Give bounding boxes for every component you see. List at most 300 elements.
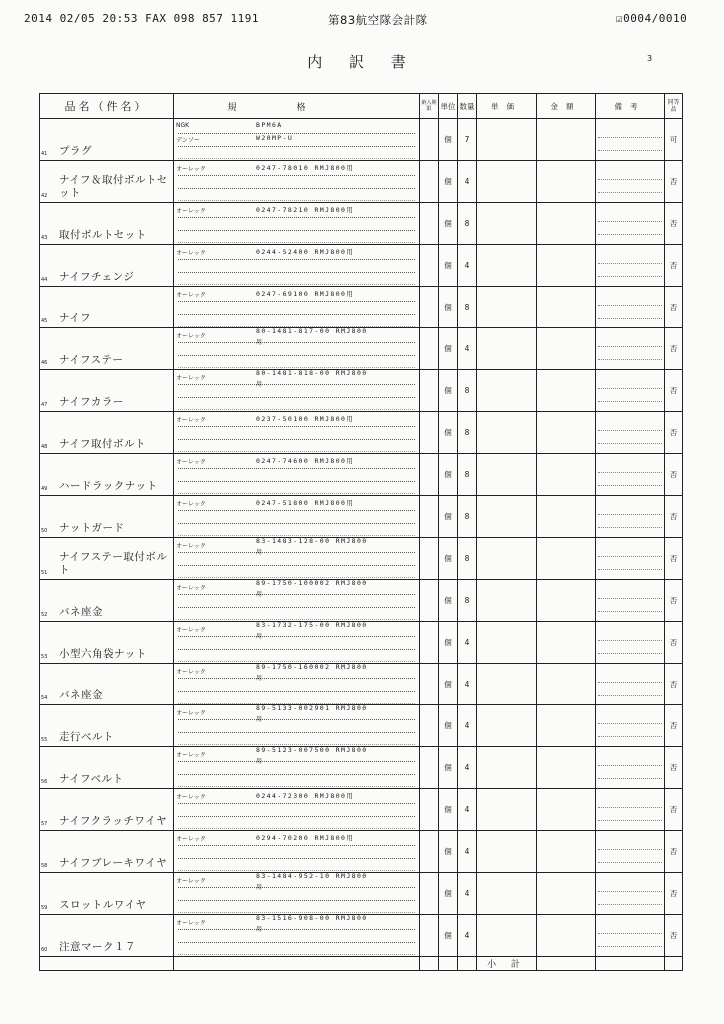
item-name-cell bbox=[40, 621, 174, 663]
item-qty: 7 bbox=[458, 119, 477, 161]
item-equivalent: 否 bbox=[665, 873, 683, 915]
subtotal-label: 小 計 bbox=[477, 956, 537, 970]
item-spec-cell bbox=[174, 747, 420, 789]
item-spec-cell bbox=[174, 579, 420, 621]
item-qty: 8 bbox=[458, 579, 477, 621]
unit-price-cell bbox=[477, 328, 537, 370]
col-header-delivery: 納入期限 bbox=[420, 94, 439, 119]
item-unit: 個 bbox=[439, 663, 458, 705]
table-row bbox=[40, 496, 683, 538]
item-number: 57 bbox=[41, 821, 48, 828]
spec-maker: オーレック bbox=[176, 165, 206, 173]
remarks-cell bbox=[596, 663, 665, 705]
item-name-cell bbox=[40, 160, 174, 202]
spec-maker: オーレック bbox=[176, 459, 206, 467]
col-header-qty: 数量 bbox=[458, 94, 477, 119]
amount-cell bbox=[537, 873, 596, 915]
table-row bbox=[40, 244, 683, 286]
spec-maker: オーレック bbox=[176, 626, 206, 634]
item-name-cell bbox=[40, 873, 174, 915]
spec-maker: オーレック bbox=[176, 542, 206, 550]
unit-price-cell bbox=[477, 454, 537, 496]
item-equivalent: 否 bbox=[665, 831, 683, 873]
item-equivalent: 否 bbox=[665, 747, 683, 789]
breakdown-table bbox=[39, 93, 683, 971]
table-row bbox=[40, 454, 683, 496]
spec-suffix: 用 bbox=[256, 925, 263, 933]
item-qty: 4 bbox=[458, 160, 477, 202]
delivery-cell bbox=[420, 286, 439, 328]
document-title: 内 訳 書 bbox=[307, 53, 417, 71]
delivery-cell bbox=[420, 202, 439, 244]
remarks-cell bbox=[596, 244, 665, 286]
item-name-cell bbox=[40, 244, 174, 286]
item-name-cell bbox=[40, 119, 174, 161]
spec-maker: オーレック bbox=[176, 794, 206, 802]
item-spec-cell bbox=[174, 914, 420, 956]
spec-maker: オーレック bbox=[176, 249, 206, 257]
item-number: 50 bbox=[41, 527, 48, 534]
table-row bbox=[40, 831, 683, 873]
item-number: 53 bbox=[41, 653, 48, 660]
amount-cell bbox=[537, 831, 596, 873]
table-row bbox=[40, 119, 683, 161]
table-row bbox=[40, 873, 683, 915]
spec-suffix: 用 bbox=[256, 884, 263, 892]
delivery-cell bbox=[420, 244, 439, 286]
spec-part-number: 80-1481-817-00 RMJ800 bbox=[256, 327, 368, 336]
item-name: ナイフクラッチワイヤ bbox=[59, 815, 168, 828]
fax-header-sender: 2014 02/05 20:53 FAX 098 857 1191 bbox=[24, 12, 260, 25]
item-spec-cell bbox=[174, 496, 420, 538]
item-unit: 個 bbox=[439, 244, 458, 286]
item-spec-cell bbox=[174, 873, 420, 915]
table-row bbox=[40, 328, 683, 370]
item-name-cell bbox=[40, 914, 174, 956]
table-row bbox=[40, 412, 683, 454]
remarks-cell bbox=[596, 160, 665, 202]
item-spec-cell bbox=[174, 328, 420, 370]
spec-part-number: W20MP-U bbox=[256, 134, 294, 142]
item-name: 小型六角袋ナット bbox=[59, 647, 147, 660]
item-name: スロットルワイヤ bbox=[59, 898, 147, 911]
delivery-cell bbox=[420, 454, 439, 496]
spec-suffix: 用 bbox=[256, 758, 263, 766]
item-unit: 個 bbox=[439, 119, 458, 161]
remarks-cell bbox=[596, 537, 665, 579]
unit-price-cell bbox=[477, 537, 537, 579]
item-qty: 4 bbox=[458, 621, 477, 663]
item-number: 42 bbox=[41, 192, 48, 199]
remarks-cell bbox=[596, 412, 665, 454]
unit-price-cell bbox=[477, 496, 537, 538]
spec-suffix: 用 bbox=[256, 674, 263, 682]
fax-header-page-counter: ☑0004/0010 bbox=[616, 12, 688, 25]
item-name: ナイフカラー bbox=[59, 396, 124, 409]
item-equivalent: 否 bbox=[665, 202, 683, 244]
item-spec-cell bbox=[174, 412, 420, 454]
spec-part-number: 0244-52400 RMJ800用 bbox=[256, 247, 355, 256]
delivery-cell bbox=[420, 873, 439, 915]
item-name: ナイフ bbox=[59, 312, 91, 325]
item-equivalent: 否 bbox=[665, 454, 683, 496]
item-equivalent: 否 bbox=[665, 244, 683, 286]
delivery-cell bbox=[420, 370, 439, 412]
spec-maker: オーレック bbox=[176, 584, 206, 592]
item-unit: 個 bbox=[439, 831, 458, 873]
item-qty: 8 bbox=[458, 286, 477, 328]
page-number: 3 bbox=[647, 54, 653, 63]
item-name-cell bbox=[40, 412, 174, 454]
item-name-cell bbox=[40, 370, 174, 412]
remarks-cell bbox=[596, 328, 665, 370]
item-spec-cell bbox=[174, 705, 420, 747]
unit-price-cell bbox=[477, 286, 537, 328]
amount-cell bbox=[537, 412, 596, 454]
amount-cell bbox=[537, 579, 596, 621]
table-row bbox=[40, 370, 683, 412]
amount-cell bbox=[537, 370, 596, 412]
spec-suffix: 用 bbox=[256, 339, 263, 347]
remarks-cell bbox=[596, 496, 665, 538]
item-name-cell bbox=[40, 286, 174, 328]
amount-cell bbox=[537, 789, 596, 831]
spec-part-number: 83-1732-175-00 RMJ800 bbox=[256, 621, 368, 629]
item-spec-cell bbox=[174, 537, 420, 579]
item-qty: 4 bbox=[458, 663, 477, 705]
item-equivalent: 否 bbox=[665, 286, 683, 328]
remarks-cell bbox=[596, 789, 665, 831]
amount-cell bbox=[537, 119, 596, 161]
item-name: 走行ベルト bbox=[59, 731, 114, 744]
spec-part-number: 0247-69100 RMJ800用 bbox=[256, 289, 355, 298]
delivery-cell bbox=[420, 663, 439, 705]
item-qty: 8 bbox=[458, 370, 477, 412]
spec-maker: オーレック bbox=[176, 836, 206, 844]
spec-suffix: 用 bbox=[256, 548, 263, 556]
amount-cell bbox=[537, 663, 596, 705]
item-name: バネ座金 bbox=[59, 605, 103, 618]
item-qty: 4 bbox=[458, 328, 477, 370]
item-unit: 個 bbox=[439, 202, 458, 244]
item-number: 58 bbox=[41, 863, 48, 870]
item-unit: 個 bbox=[439, 579, 458, 621]
item-equivalent: 否 bbox=[665, 370, 683, 412]
item-unit: 個 bbox=[439, 873, 458, 915]
item-qty: 8 bbox=[458, 537, 477, 579]
table-row bbox=[40, 705, 683, 747]
item-name-cell bbox=[40, 579, 174, 621]
spec-maker: オーレック bbox=[176, 919, 206, 927]
item-qty: 8 bbox=[458, 496, 477, 538]
delivery-cell bbox=[420, 160, 439, 202]
spec-maker: オーレック bbox=[176, 375, 206, 383]
item-spec-cell bbox=[174, 370, 420, 412]
table-row bbox=[40, 160, 683, 202]
item-name-cell bbox=[40, 663, 174, 705]
unit-price-cell bbox=[477, 370, 537, 412]
remarks-cell bbox=[596, 454, 665, 496]
item-name: 注意マーク１７ bbox=[59, 940, 136, 953]
item-unit: 個 bbox=[439, 621, 458, 663]
unit-price-cell bbox=[477, 831, 537, 873]
amount-cell bbox=[537, 244, 596, 286]
item-spec-cell bbox=[174, 621, 420, 663]
remarks-cell bbox=[596, 621, 665, 663]
item-number: 59 bbox=[41, 904, 48, 911]
item-number: 52 bbox=[41, 611, 48, 618]
spec-maker: オーレック bbox=[176, 333, 206, 341]
item-unit: 個 bbox=[439, 705, 458, 747]
spec-suffix: 用 bbox=[256, 716, 263, 724]
item-unit: 個 bbox=[439, 789, 458, 831]
item-equivalent: 否 bbox=[665, 328, 683, 370]
item-spec-cell bbox=[174, 663, 420, 705]
item-equivalent: 否 bbox=[665, 914, 683, 956]
amount-cell bbox=[537, 496, 596, 538]
item-spec-cell bbox=[174, 160, 420, 202]
spec-maker: オーレック bbox=[176, 291, 206, 299]
item-spec-cell bbox=[174, 244, 420, 286]
item-number: 41 bbox=[41, 150, 48, 157]
unit-price-cell bbox=[477, 579, 537, 621]
remarks-cell bbox=[596, 579, 665, 621]
item-qty: 4 bbox=[458, 789, 477, 831]
item-spec-cell bbox=[174, 119, 420, 161]
amount-cell bbox=[537, 537, 596, 579]
col-header-amount: 金額 bbox=[537, 94, 596, 119]
item-unit: 個 bbox=[439, 160, 458, 202]
spec-part-number: 89-1750-100002 RMJ800 bbox=[256, 579, 368, 587]
item-number: 45 bbox=[41, 318, 48, 325]
item-qty: 8 bbox=[458, 412, 477, 454]
item-unit: 個 bbox=[439, 496, 458, 538]
item-name-cell bbox=[40, 831, 174, 873]
table-row bbox=[40, 663, 683, 705]
item-name: 取付ボルトセット bbox=[59, 228, 147, 241]
item-name: ハードラックナット bbox=[59, 480, 158, 493]
unit-price-cell bbox=[477, 160, 537, 202]
item-number: 47 bbox=[41, 402, 48, 409]
item-unit: 個 bbox=[439, 914, 458, 956]
spec-maker: オーレック bbox=[176, 878, 206, 886]
item-number: 49 bbox=[41, 486, 48, 493]
delivery-cell bbox=[420, 914, 439, 956]
item-unit: 個 bbox=[439, 412, 458, 454]
spec-part-number: 83-1516-908-00 RMJ800 bbox=[256, 914, 368, 922]
item-name: ナイフブレーキワイヤ bbox=[59, 857, 168, 870]
spec-maker: オーレック bbox=[176, 501, 206, 509]
table-row bbox=[40, 621, 683, 663]
spec-maker: オーレック bbox=[176, 752, 206, 760]
item-name-cell bbox=[40, 202, 174, 244]
remarks-cell bbox=[596, 831, 665, 873]
col-header-unit-price: 単価 bbox=[477, 94, 537, 119]
unit-price-cell bbox=[477, 663, 537, 705]
spec-maker: NGK bbox=[176, 122, 190, 129]
item-spec-cell bbox=[174, 789, 420, 831]
unit-price-cell bbox=[477, 621, 537, 663]
amount-cell bbox=[537, 747, 596, 789]
table-row bbox=[40, 286, 683, 328]
item-unit: 個 bbox=[439, 747, 458, 789]
col-header-spec: 規格 bbox=[174, 94, 420, 119]
table-row bbox=[40, 202, 683, 244]
item-name: ナイフベルト bbox=[59, 773, 124, 786]
amount-cell bbox=[537, 705, 596, 747]
spec-part-number: 0244-72300 RMJ800用 bbox=[256, 792, 355, 801]
item-number: 46 bbox=[41, 360, 48, 367]
unit-price-cell bbox=[477, 914, 537, 956]
item-equivalent: 否 bbox=[665, 663, 683, 705]
item-qty: 8 bbox=[458, 454, 477, 496]
spec-maker: オーレック bbox=[176, 417, 206, 425]
table-row bbox=[40, 579, 683, 621]
unit-price-cell bbox=[477, 747, 537, 789]
remarks-cell bbox=[596, 119, 665, 161]
spec-part-number: 0247-78010 RMJ800用 bbox=[256, 163, 355, 172]
item-qty: 4 bbox=[458, 244, 477, 286]
item-unit: 個 bbox=[439, 328, 458, 370]
table-row bbox=[40, 537, 683, 579]
item-spec-cell bbox=[174, 202, 420, 244]
item-name-cell bbox=[40, 496, 174, 538]
item-name-cell bbox=[40, 705, 174, 747]
spec-part-number: 0294-70200 RMJ800用 bbox=[256, 834, 355, 843]
delivery-cell bbox=[420, 831, 439, 873]
spec-part-number: 89-5133-002901 RMJ800 bbox=[256, 704, 368, 713]
item-name: ナイフステー bbox=[59, 354, 124, 367]
item-name-cell bbox=[40, 789, 174, 831]
delivery-cell bbox=[420, 328, 439, 370]
col-header-remarks: 備考 bbox=[596, 94, 665, 119]
remarks-cell bbox=[596, 370, 665, 412]
spec-part-number: 0237-50100 RMJ800用 bbox=[256, 415, 355, 424]
spec-part-number: 0247-51800 RMJ800用 bbox=[256, 499, 355, 508]
spec-suffix: 用 bbox=[256, 381, 263, 389]
remarks-cell bbox=[596, 914, 665, 956]
amount-cell bbox=[537, 621, 596, 663]
spec-part-number: 83-1484-952-10 RMJ800 bbox=[256, 872, 368, 881]
amount-cell bbox=[537, 328, 596, 370]
item-equivalent: 否 bbox=[665, 537, 683, 579]
amount-cell bbox=[537, 286, 596, 328]
item-spec-cell bbox=[174, 831, 420, 873]
delivery-cell bbox=[420, 537, 439, 579]
col-header-name: 品名（件名） bbox=[40, 94, 174, 119]
unit-price-cell bbox=[477, 119, 537, 161]
table-header-row bbox=[40, 94, 683, 119]
remarks-cell bbox=[596, 873, 665, 915]
item-name-cell bbox=[40, 537, 174, 579]
item-qty: 4 bbox=[458, 705, 477, 747]
item-equivalent: 否 bbox=[665, 412, 683, 454]
spec-maker: オーレック bbox=[176, 710, 206, 718]
table-row bbox=[40, 789, 683, 831]
unit-price-cell bbox=[477, 705, 537, 747]
item-unit: 個 bbox=[439, 286, 458, 328]
amount-cell bbox=[537, 914, 596, 956]
remarks-cell bbox=[596, 705, 665, 747]
item-spec-cell bbox=[174, 286, 420, 328]
item-number: 48 bbox=[41, 444, 48, 451]
spec-part-number: 89-5123-007500 RMJ800 bbox=[256, 746, 368, 755]
item-equivalent: 否 bbox=[665, 579, 683, 621]
col-header-equivalent: 同等品 bbox=[665, 94, 683, 119]
item-equivalent: 否 bbox=[665, 160, 683, 202]
delivery-cell bbox=[420, 747, 439, 789]
remarks-cell bbox=[596, 747, 665, 789]
item-qty: 4 bbox=[458, 831, 477, 873]
item-equivalent: 否 bbox=[665, 789, 683, 831]
item-name: ナイフステー取付ボルト bbox=[59, 550, 168, 576]
item-unit: 個 bbox=[439, 370, 458, 412]
delivery-cell bbox=[420, 705, 439, 747]
spec-part-number: 0247-78210 RMJ800用 bbox=[256, 205, 355, 214]
item-name-cell bbox=[40, 454, 174, 496]
amount-cell bbox=[537, 160, 596, 202]
item-name: プラグ bbox=[59, 144, 92, 157]
delivery-cell bbox=[420, 119, 439, 161]
unit-price-cell bbox=[477, 202, 537, 244]
item-number: 56 bbox=[41, 779, 48, 786]
item-name: ナイフ取付ボルト bbox=[59, 438, 146, 451]
item-number: 60 bbox=[41, 946, 48, 953]
unit-price-cell bbox=[477, 412, 537, 454]
item-unit: 個 bbox=[439, 537, 458, 579]
spec-maker: オーレック bbox=[176, 668, 206, 676]
item-number: 55 bbox=[41, 737, 48, 744]
spec-part-number: 80-1481-818-00 RMJ800 bbox=[256, 369, 368, 378]
table-row bbox=[40, 914, 683, 956]
item-name: ナイフ＆取付ボルトセット bbox=[59, 173, 168, 199]
spec-part-number: 89-1750-160002 RMJ800 bbox=[256, 663, 368, 671]
item-unit: 個 bbox=[439, 454, 458, 496]
unit-price-cell bbox=[477, 244, 537, 286]
item-equivalent: 可 bbox=[665, 119, 683, 161]
fax-header-organization: 第83航空隊会計隊 bbox=[328, 13, 428, 27]
col-header-unit: 単位 bbox=[439, 94, 458, 119]
remarks-cell bbox=[596, 286, 665, 328]
item-name: ナイフチェンジ bbox=[59, 270, 135, 283]
item-qty: 4 bbox=[458, 747, 477, 789]
item-number: 44 bbox=[41, 276, 48, 283]
spec-part-number: BPM6A bbox=[256, 121, 283, 129]
delivery-cell bbox=[420, 412, 439, 454]
spec-part-number: 83-1483-128-00 RMJ800 bbox=[256, 537, 368, 545]
item-equivalent: 否 bbox=[665, 705, 683, 747]
delivery-cell bbox=[420, 789, 439, 831]
subtotal-row bbox=[40, 956, 683, 970]
item-spec-cell bbox=[174, 454, 420, 496]
item-name-cell bbox=[40, 747, 174, 789]
amount-cell bbox=[537, 454, 596, 496]
item-equivalent: 否 bbox=[665, 496, 683, 538]
unit-price-cell bbox=[477, 873, 537, 915]
item-qty: 4 bbox=[458, 914, 477, 956]
spec-maker: デンソー bbox=[176, 137, 200, 144]
delivery-cell bbox=[420, 621, 439, 663]
item-name-cell bbox=[40, 328, 174, 370]
item-number: 54 bbox=[41, 695, 48, 702]
item-equivalent: 否 bbox=[665, 621, 683, 663]
unit-price-cell bbox=[477, 789, 537, 831]
table-row bbox=[40, 747, 683, 789]
item-number: 43 bbox=[41, 234, 48, 241]
item-number: 51 bbox=[41, 569, 48, 576]
amount-cell bbox=[537, 202, 596, 244]
item-name: バネ座金 bbox=[59, 689, 103, 702]
